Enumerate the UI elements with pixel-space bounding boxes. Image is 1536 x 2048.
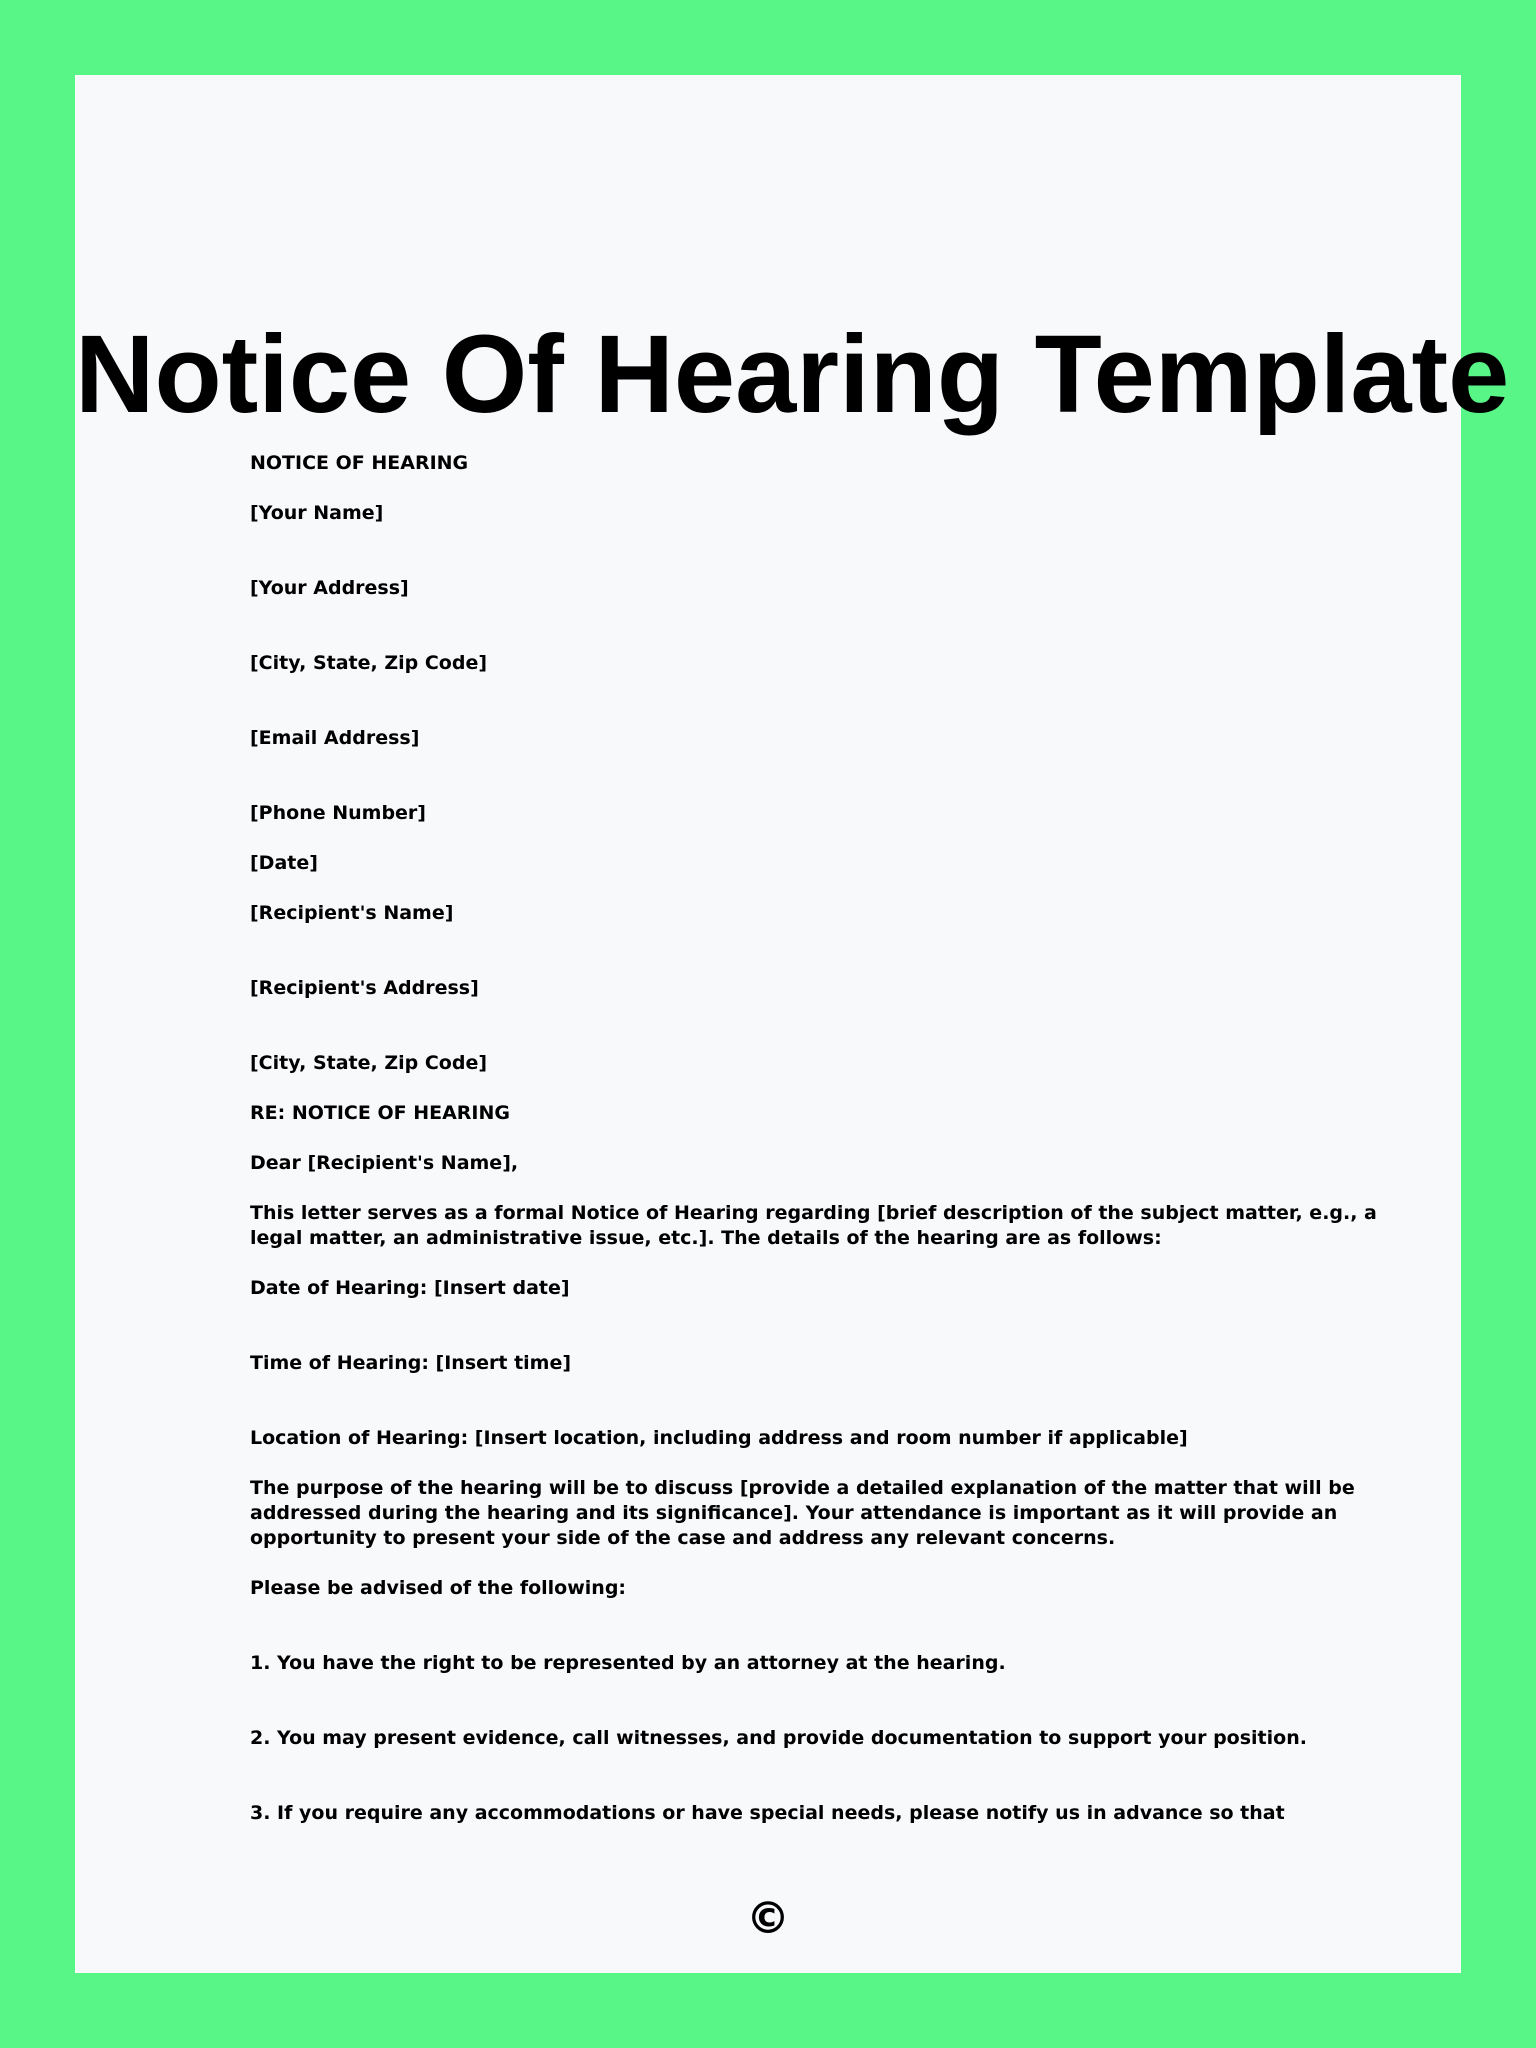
letter-date: [Date] [250, 852, 318, 874]
subject-line: RE: NOTICE OF HEARING [250, 1102, 510, 1124]
recipient-name: [Recipient's Name] [250, 902, 454, 924]
purpose-paragraph-line: The purpose of the hearing will be to discuss [provide a detailed explanation of the matter that will be [250, 1477, 1355, 1499]
copyright-icon: © [746, 1893, 790, 1944]
list-item: 1. You have the right to be represented by an attorney at the hearing. [250, 1652, 1006, 1674]
document-heading: NOTICE OF HEARING [250, 452, 469, 474]
sender-name: [Your Name] [250, 502, 384, 524]
advised-heading: Please be advised of the following: [250, 1577, 627, 1599]
purpose-paragraph-line: addressed during the hearing and its significance]. Your attendance is important as it will provide an [250, 1502, 1338, 1524]
list-item: 2. You may present evidence, call witnesses, and provide documentation to support your position. [250, 1727, 1307, 1749]
hearing-location: Location of Hearing: [Insert location, including address and room number if applicable] [250, 1427, 1188, 1449]
sender-city: [City, State, Zip Code] [250, 652, 488, 674]
recipient-address: [Recipient's Address] [250, 977, 479, 999]
salutation: Dear [Recipient's Name], [250, 1152, 519, 1174]
intro-paragraph-line: This letter serves as a formal Notice of Hearing regarding [brief description of the subject matter, e.g., a [250, 1202, 1377, 1224]
purpose-paragraph-line: opportunity to present your side of the case and address any relevant concerns. [250, 1527, 1116, 1549]
intro-paragraph-line: legal matter, an administrative issue, etc.]. The details of the hearing are as follows: [250, 1227, 1162, 1249]
document-page [75, 75, 1510, 1973]
recipient-city: [City, State, Zip Code] [250, 1052, 488, 1074]
hearing-date: Date of Hearing: [Insert date] [250, 1277, 570, 1299]
page-title: Notice Of Hearing Template [75, 313, 1510, 436]
sender-email: [Email Address] [250, 727, 420, 749]
sender-address: [Your Address] [250, 577, 409, 599]
list-item: 3. If you require any accommodations or have special needs, please notify us in advance so that [250, 1802, 1285, 1824]
sender-phone: [Phone Number] [250, 802, 426, 824]
hearing-time: Time of Hearing: [Insert time] [250, 1352, 572, 1374]
